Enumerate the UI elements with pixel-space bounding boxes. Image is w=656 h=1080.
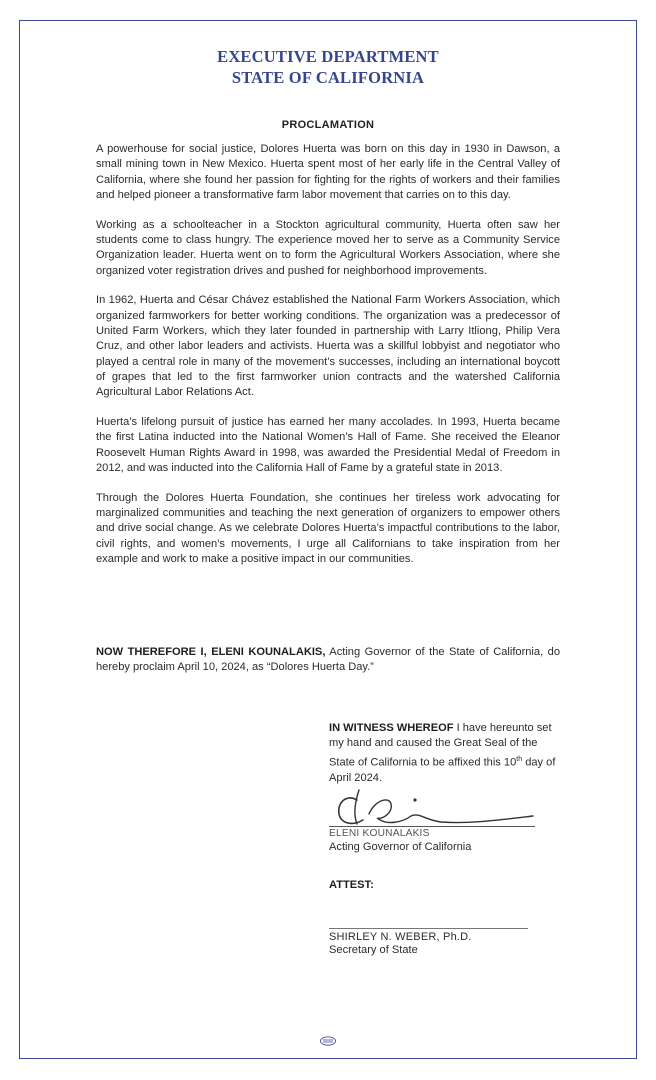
secretary-name: SHIRLEY N. WEBER, Ph.D. [329, 931, 472, 943]
attest-signature-line [329, 928, 528, 929]
witness-text-b: day of April 2024. [329, 756, 556, 784]
union-bug-icon [320, 1036, 336, 1046]
header-line-state: STATE OF CALIFORNIA [231, 68, 425, 87]
proclamation-text: Acting Governor of the State of California, do hereby proclaim April 10, 2024, as “Dolores Huerta Day.” [96, 646, 560, 674]
governor-signature [329, 780, 539, 830]
document-title: PROCLAMATION [281, 119, 375, 131]
signer-title: Acting Governor of California [329, 841, 472, 853]
secretary-title: Secretary of State [329, 944, 418, 956]
signer-name: ELENI KOUNALAKIS [329, 828, 430, 839]
signature-line [329, 826, 535, 827]
proclamation-lead: NOW THEREFORE I, ELENI KOUNALAKIS, [96, 646, 326, 658]
document-header [0, 46, 656, 88]
proclamation-body [96, 142, 560, 582]
witness-text-a: I have hereunto set my hand and caused the Great Seal of the State of California to be affixed this 10 [329, 722, 552, 769]
paragraph-1: A powerhouse for social justice, Dolores Huerta was born on this day in 1930 in Dawson, a small mining town in New Mexico. Huerta spent most of her early life in the Central Valley of California, where she found her passion for fighting for the rights of workers and their families and helped pioneer a transformative farm labor movement that carries on to this day. [96, 143, 560, 201]
paragraph-5: Through the Dolores Huerta Foundation, she continues her tireless work advocating for marginalized communities and teaching the next generation of organizers to empower others and drive social change. As we celebrate Dolores Huerta’s impactful contributions to the labor, civil rights, and women’s movements, I urge all Californians to take inspiration from her example and work to make a positive impact in our communities. [96, 491, 560, 565]
proclamation-statement [96, 645, 560, 676]
attest-label: ATTEST: [329, 879, 374, 891]
paragraph-2: Working as a schoolteacher in a Stockton agricultural community, Huerta often saw her students come to class hungry. The experience moved her to serve as a Community Service Organization leader. Huerta went on to form the Agricultural Workers Association, where she organized voter registration drives and pushed for neighborhood improvements. [96, 218, 560, 277]
paragraph-4: Huerta’s lifelong pursuit of justice has earned her many accolades. In 1993, Huerta became the first Latina inducted into the National Women’s Hall of Fame. She received the Eleanor Roosevelt Human Rights Award in 1998, was awarded the Presidential Medal of Freedom in 2012, and was inducted into the California Hall of Fame by a grateful state in 2013. [96, 415, 560, 474]
header-line-department: EXECUTIVE DEPARTMENT [217, 47, 439, 66]
witness-ordinal: th [516, 755, 523, 763]
witness-lead: IN WITNESS WHEREOF [329, 722, 454, 734]
witness-block [329, 721, 561, 786]
paragraph-3: In 1962, Huerta and César Chávez established the National Farm Workers Association, which organized farmworkers for better working conditions. The organization was a predecessor of United Farm Workers, which they later founded in partnership with Larry Itliong, Philip Vera Cruz, and other labor leaders and activists. Huerta was a skillful lobbyist and negotiator who played a central role in many of the movement’s successes, including an international boycott of grapes that led to the first farmworker union contracts and the watershed California Agricultural Labor Relations Act. [96, 294, 560, 399]
